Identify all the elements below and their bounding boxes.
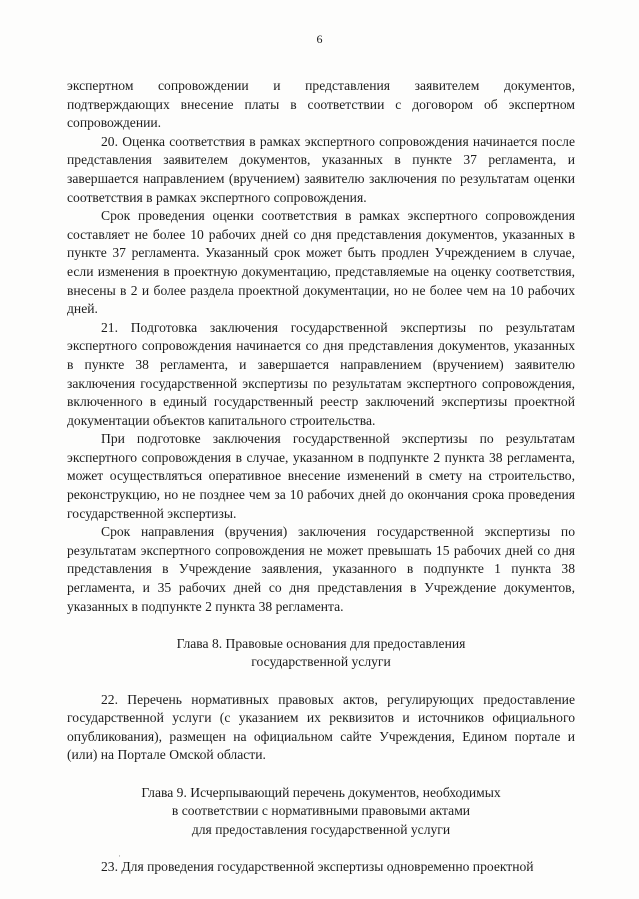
- paragraph-22: 22. Перечень нормативных правовых актов, регулирующих предоставление государственной услуги (с указанием их реквизитов и источников официального опубликования), размещен на официальном сайте Учреждения, Едином портале и (или) на Портале Омской области.: [67, 691, 575, 763]
- paragraph-20-term: Срок проведения оценки соответствия в рамках экспертного сопровождения составляет не более 10 рабочих дней со дня представления документов, указанных в пункте 37 регламента. Указанный срок может быть продлен Учреждением в случае, если изменения в проектную документацию, представляемые на оценку соответствия, внесены в 2 и более раздела проектной документации, но не более чем на 10 рабочих дней.: [67, 208, 575, 317]
- chapter-8-heading: [67, 635, 575, 672]
- chapter-8-title-line-2: государственной услуги: [251, 654, 391, 670]
- paragraph-continuation: экспертном сопровождении и представления заявителем документов, подтверждающих внесение платы в соответствии с договором об экспертном сопровождении.: [67, 78, 575, 131]
- document-body: [67, 77, 575, 877]
- paragraph-23: 23. Для проведения государственной экспертизы одновременно проектной: [101, 858, 534, 874]
- scan-speck: ·: [118, 851, 121, 861]
- chapter-8-title-line-1: Глава 8. Правовые основания для предоставления: [176, 635, 466, 651]
- chapter-9-title-line-1: Глава 9. Исчерпывающий перечень документов, необходимых: [141, 784, 501, 800]
- chapter-9-title-line-3: для предоставления государственной услуги: [191, 821, 451, 837]
- paragraph-21-term: Срок направления (вручения) заключения государственной экспертизы по результатам экспертного сопровождения не может превышать 15 рабочих дней со дня представления в Учреждение заявления, указанного в подпункте 1 пункта 38 регламента, и 35 рабочих дней со дня представления в Учреждение документов, указанных в подпункте 2 пункта 38 регламента.: [67, 524, 575, 614]
- paragraph-20: 20. Оценка соответствия в рамках экспертного сопровождения начинается после представления заявителем документов, указанных в пункте 37 регламента, и завершается направлением (вручением) заявителю заключения по результатам оценки соответствия в рамках экспертного сопровождения.: [67, 133, 575, 205]
- paragraph-21: 21. Подготовка заключения государственной экспертизы по результатам экспертного сопровождения начинается со дня представления документов, указанных в пункте 38 регламента, и завершается направлением (вручением) заявителю заключения государственной экспертизы по результатам экспертного сопровождения, включенного в единый государственный реестр заключений экспертизы проектной документации объектов капитального строительства.: [67, 319, 575, 428]
- paragraph-21-preparation: При подготовке заключения государственной экспертизы по результатам экспертного сопровождения в случае, указанном в подпункте 2 пункта 38 регламента, может осуществляться оперативное внесение изменений в смету на строительство, реконструкцию, но не позднее чем за 10 рабочих дней до окончания срока проведения государственной экспертизы.: [67, 431, 575, 521]
- page-number: 6: [316, 32, 323, 46]
- chapter-9-title-line-2: в соответствии с нормативными правовыми актами: [171, 803, 471, 819]
- chapter-9-heading: [67, 784, 575, 840]
